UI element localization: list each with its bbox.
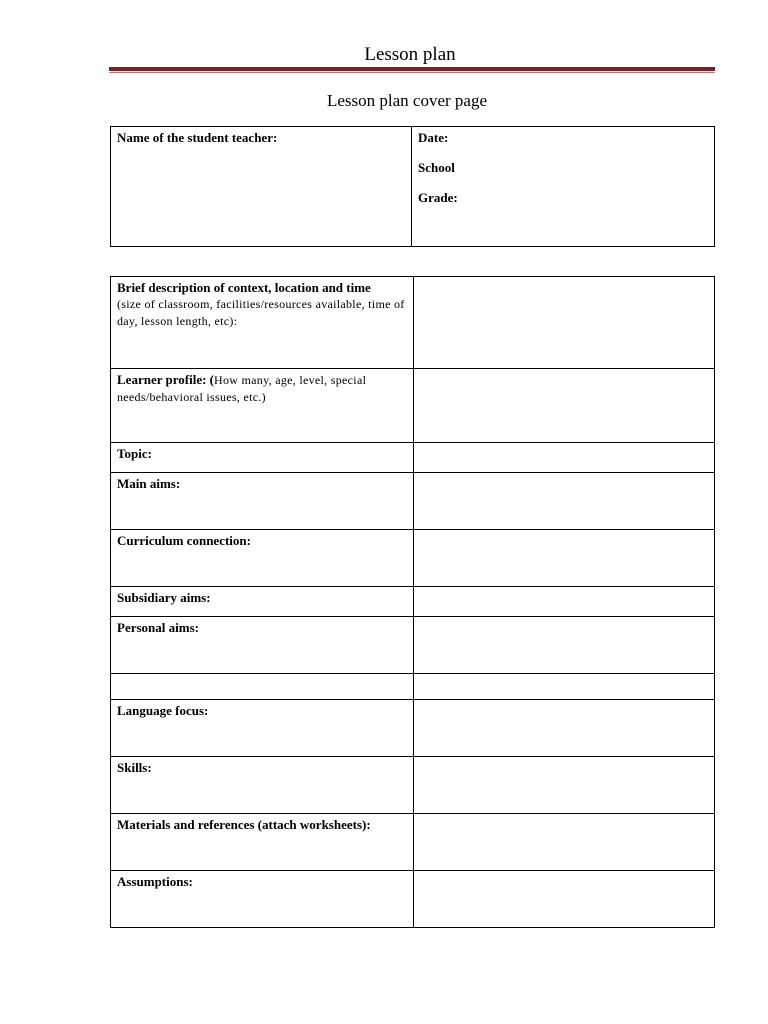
blank-label-cell	[111, 674, 414, 700]
table-row	[111, 277, 715, 369]
cover-page-title: Lesson plan cover page	[326, 91, 488, 110]
main-aims-label: Main aims:	[117, 476, 181, 491]
table-row	[111, 587, 715, 617]
header-divider-thin	[109, 72, 715, 73]
subsidiary-aims-value-cell[interactable]	[414, 587, 715, 617]
topic-label: Topic:	[117, 446, 152, 461]
skills-label-cell	[111, 757, 414, 814]
skills-value-cell[interactable]	[414, 757, 715, 814]
assumptions-label: Assumptions:	[117, 874, 193, 889]
table-row	[111, 674, 715, 700]
date-school-grade-cell[interactable]	[412, 127, 715, 247]
language-focus-label-cell	[111, 700, 414, 757]
header-divider	[109, 67, 715, 71]
assumptions-label-cell	[111, 871, 414, 928]
grade-label: Grade:	[418, 190, 458, 205]
table-row	[111, 700, 715, 757]
main-aims-label-cell	[111, 473, 414, 530]
curriculum-connection-value-cell[interactable]	[414, 530, 715, 587]
table-row	[111, 757, 715, 814]
personal-aims-label: Personal aims:	[117, 620, 199, 635]
table-row	[111, 473, 715, 530]
language-focus-value-cell[interactable]	[414, 700, 715, 757]
topic-value-cell[interactable]	[414, 443, 715, 473]
learner-profile-note: How many, age, level, special needs/behavioral issues, etc.)	[117, 373, 367, 404]
skills-label: Skills:	[117, 760, 152, 775]
learner-profile-label-cell	[111, 369, 414, 443]
main-aims-value-cell[interactable]	[414, 473, 715, 530]
document-header-title: Lesson plan	[364, 44, 456, 65]
materials-value-cell[interactable]	[414, 814, 715, 871]
context-label: Brief description of context, location and time	[117, 280, 371, 295]
learner-profile-value-cell[interactable]	[414, 369, 715, 443]
context-note: (size of classroom, facilities/resources available, time of day, lesson length, etc):	[117, 297, 405, 328]
table-row	[111, 530, 715, 587]
materials-label: Materials and references (attach worksheets):	[117, 817, 371, 832]
language-focus-label: Language focus:	[117, 703, 209, 718]
context-label-cell	[111, 277, 414, 369]
teacher-info-table	[110, 126, 715, 247]
blank-value-cell[interactable]	[414, 674, 715, 700]
subsidiary-aims-label-cell	[111, 587, 414, 617]
personal-aims-value-cell[interactable]	[414, 617, 715, 674]
context-value-cell[interactable]	[414, 277, 715, 369]
table-row	[111, 871, 715, 928]
table-row	[111, 443, 715, 473]
materials-label-cell	[111, 814, 414, 871]
table-row	[111, 814, 715, 871]
student-teacher-name-label: Name of the student teacher:	[117, 130, 278, 145]
lesson-details-table	[110, 276, 715, 928]
assumptions-value-cell[interactable]	[414, 871, 715, 928]
topic-label-cell	[111, 443, 414, 473]
curriculum-connection-label: Curriculum connection:	[117, 533, 251, 548]
school-label: School	[418, 160, 455, 175]
table-row	[111, 369, 715, 443]
student-teacher-name-cell[interactable]	[111, 127, 412, 247]
personal-aims-label-cell	[111, 617, 414, 674]
subsidiary-aims-label: Subsidiary aims:	[117, 590, 211, 605]
learner-profile-label: Learner profile: (	[117, 372, 214, 387]
date-label: Date:	[418, 130, 449, 145]
table-row	[111, 617, 715, 674]
curriculum-connection-label-cell	[111, 530, 414, 587]
